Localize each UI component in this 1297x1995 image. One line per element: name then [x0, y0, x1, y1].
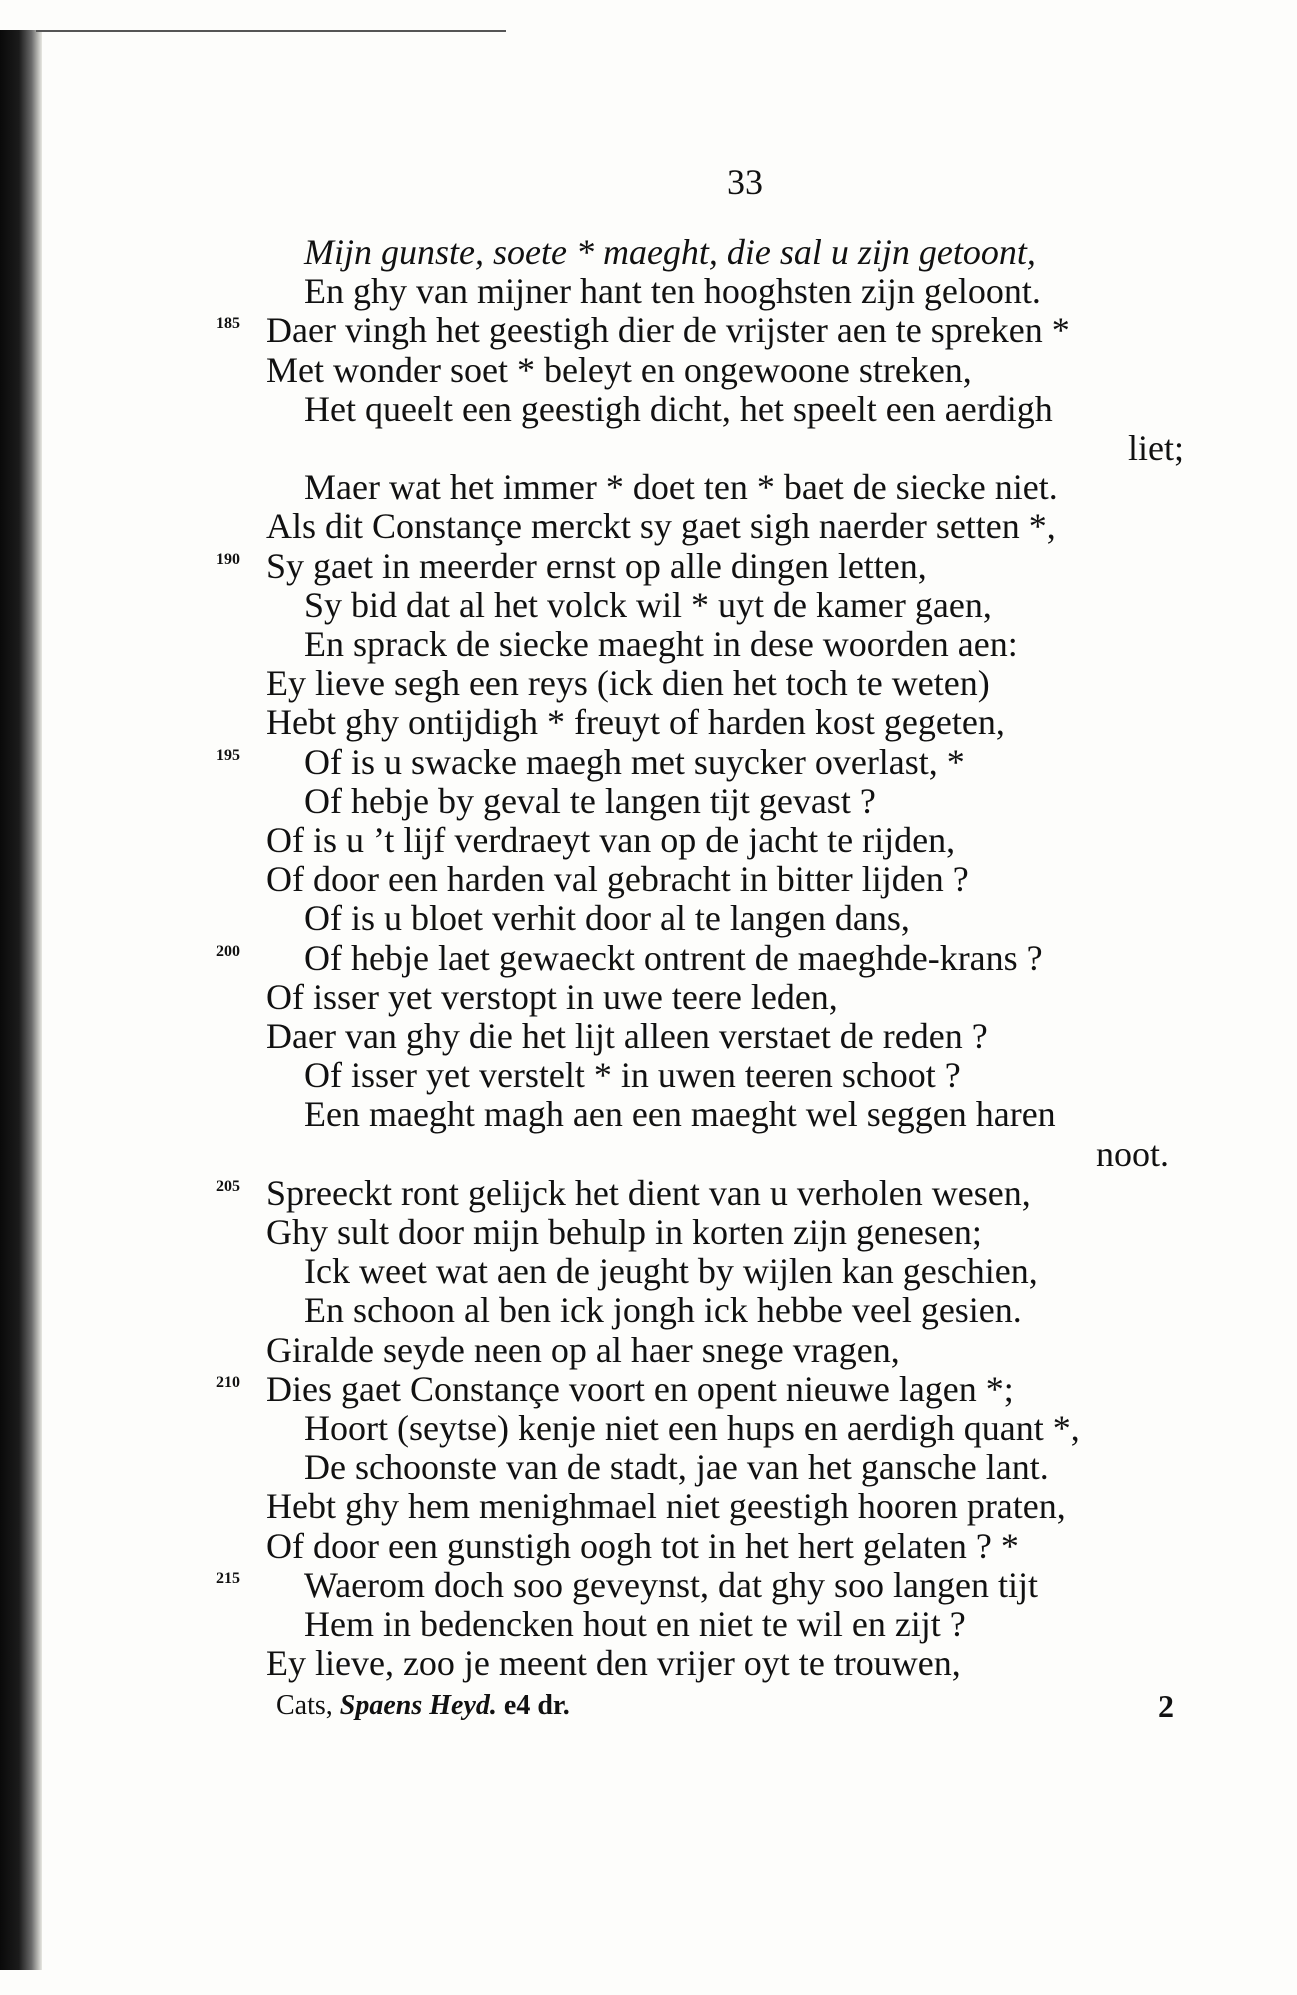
poem-line: Of is u swacke maegh met suycker overlast, *: [304, 742, 965, 782]
poem-line: Een maeght magh aen een maeght wel seggen haren: [304, 1094, 1056, 1134]
poem-line: En schoon al ben ick jongh ick hebbe veel gesien.: [304, 1290, 1022, 1330]
poem-line: liet;: [1128, 428, 1184, 468]
poem-line: Hoort (seytse) kenje niet een hups en aerdigh quant *,: [304, 1408, 1080, 1448]
poem-line: Met wonder soet * beleyt en ongewoone streken,: [266, 350, 972, 390]
poem-line: Ghy sult door mijn behulp in korten zijn genesen;: [266, 1212, 982, 1252]
poem-line: Ick weet wat aen de jeught by wijlen kan geschien,: [304, 1251, 1038, 1291]
poem-line: Of is u ’t lijf verdraeyt van op de jacht te rijden,: [266, 820, 956, 860]
poem-line: Of isser yet verstopt in uwe teere leden,: [266, 977, 838, 1017]
footer-author: Cats,: [276, 1690, 333, 1721]
poem-line: Of isser yet verstelt * in uwen teeren schoot ?: [304, 1055, 961, 1095]
poem-line: Of hebje laet gewaeckt ontrent de maeghde-krans ?: [304, 938, 1043, 978]
footer-signature-mark: 2: [1158, 1688, 1174, 1724]
poem-line: Als dit Constançe merckt sy gaet sigh naerder setten *,: [266, 506, 1056, 546]
poem-line: Of door een harden val gebracht in bitter lijden ?: [266, 859, 969, 899]
line-number: 210: [216, 1374, 240, 1391]
poem-line: En sprack de siecke maeght in dese woorden aen:: [304, 624, 1018, 664]
poem-line: Daer vingh het geestigh dier de vrijster aen te spreken *: [266, 310, 1070, 350]
poem-line: Ey lieve, zoo je meent den vrijer oyt te trouwen,: [266, 1643, 961, 1683]
poem-line: Hebt ghy hem menighmael niet geestigh hooren praten,: [266, 1486, 1066, 1526]
line-number: 195: [216, 747, 240, 764]
poem-line: Giralde seyde neen op al haer snege vragen,: [266, 1330, 900, 1370]
poem-line: Hebt ghy ontijdigh * freuyt of harden kost gegeten,: [266, 702, 1005, 742]
poem-line: Maer wat het immer * doet ten * baet de siecke niet.: [304, 467, 1058, 507]
page-number: 33: [727, 162, 763, 202]
poem-line: Sy gaet in meerder ernst op alle dingen letten,: [266, 546, 927, 586]
line-number: 215: [216, 1570, 240, 1587]
poem-line: Dies gaet Constançe voort en opent nieuwe lagen *;: [266, 1369, 1014, 1409]
poem-line: Of door een gunstigh oogh tot in het hert gelaten ? *: [266, 1526, 1019, 1566]
poem-line: Ey lieve segh een reys (ick dien het toch te weten): [266, 663, 990, 703]
book-binding-edge: [0, 30, 42, 1970]
poem-line: Het queelt een geestigh dicht, het speelt een aerdigh: [304, 389, 1053, 429]
page-top-edge: [36, 30, 506, 32]
line-number: 185: [216, 315, 240, 332]
poem-line: noot.: [1096, 1134, 1170, 1174]
poem-line: Mijn gunste, soete * maeght, die sal u zijn getoont,: [304, 232, 1036, 272]
footer-edition: e4 dr.: [503, 1690, 570, 1721]
poem-line: De schoonste van de stadt, jae van het gansche lant.: [304, 1447, 1049, 1487]
poem-line: Sy bid dat al het volck wil * uyt de kamer gaen,: [304, 585, 992, 625]
poem-line: En ghy van mijner hant ten hooghsten zijn geloont.: [304, 271, 1041, 311]
poem-line: Of is u bloet verhit door al te langen dans,: [304, 898, 910, 938]
line-number: 205: [216, 1178, 240, 1195]
poem-line: Of hebje by geval te langen tijt gevast ?: [304, 781, 876, 821]
poem-line: Daer van ghy die het lijt alleen verstaet de reden ?: [266, 1016, 988, 1056]
footer-work: Spaens Heyd.: [339, 1690, 497, 1721]
poem-line: Spreeckt ront gelijck het dient van u verholen wesen,: [266, 1173, 1031, 1213]
poem-line: Waerom doch soo geveynst, dat ghy soo langen tijt: [304, 1565, 1038, 1605]
poem-line: Hem in bedencken hout en niet te wil en zijt ?: [304, 1604, 966, 1644]
line-number: 190: [216, 551, 240, 568]
footer-citation: [276, 1686, 570, 1726]
line-number: 200: [216, 943, 240, 960]
